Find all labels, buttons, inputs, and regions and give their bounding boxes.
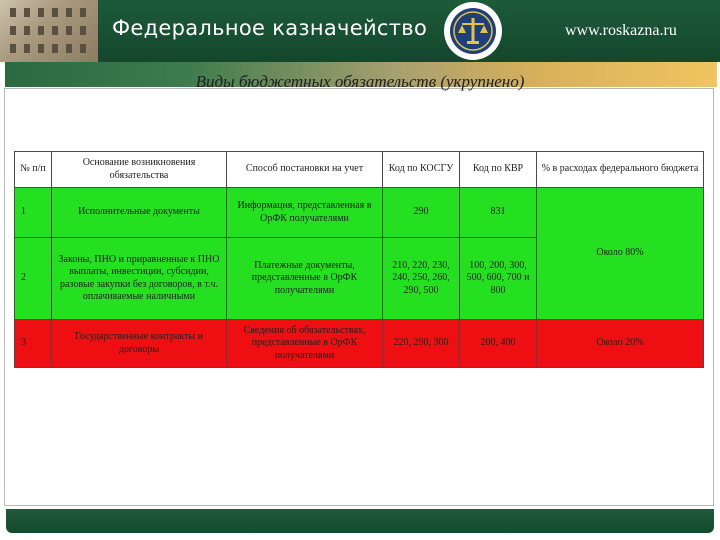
registration-method: Сведения об обязательствах, представленные в ОрФК получателями xyxy=(227,320,383,368)
registration-method: Информация, представленная в ОрФК получателями xyxy=(227,188,383,238)
column-header: № п/п xyxy=(15,152,52,188)
column-header: Код по КОСГУ xyxy=(383,152,460,188)
table-header-row xyxy=(15,152,704,188)
table-row xyxy=(15,320,704,368)
obligation-basis: Исполнительные документы xyxy=(52,188,227,238)
obligation-basis: Государственные контракты и договоры xyxy=(52,320,227,368)
slide-subtitle: Виды бюджетных обязательств (укрупнено) xyxy=(195,72,525,91)
kvr-code: 831 xyxy=(460,188,537,238)
header-bar xyxy=(0,0,720,62)
column-header: Способ постановки на учет xyxy=(227,152,383,188)
kvr-code: 200, 400 xyxy=(460,320,537,368)
column-header: % в расходах федерального бюджета xyxy=(537,152,704,188)
obligation-basis: Законы, ПНО и приравненные к ПНО выплаты, инвестиции, субсидии, разовые закупки без договоров, в т.ч. оплачиваемые наличными xyxy=(52,238,227,320)
header-title: Федеральное казначейство xyxy=(112,16,428,40)
kvr-code: 100, 200, 300, 500, 600, 700 и 800 xyxy=(460,238,537,320)
footer-bar xyxy=(6,509,714,533)
column-header: Код по КВР xyxy=(460,152,537,188)
budget-share: Около 80% xyxy=(537,188,704,320)
building-photo xyxy=(0,0,98,62)
website-link[interactable]: www.roskazna.ru xyxy=(565,22,677,39)
table-row xyxy=(15,188,704,238)
row-number: 2 xyxy=(15,238,52,320)
budget-share: Около 20% xyxy=(537,320,704,368)
kosgu-code: 210, 220, 230, 240, 250, 260, 290, 500 xyxy=(383,238,460,320)
row-number: 1 xyxy=(15,188,52,238)
registration-method: Платежные документы, представленные в ОрФК получателями xyxy=(227,238,383,320)
column-header: Основание возникновения обязательства xyxy=(52,152,227,188)
kosgu-code: 220, 290, 300 xyxy=(383,320,460,368)
kosgu-code: 290 xyxy=(383,188,460,238)
obligations-table xyxy=(14,151,704,368)
treasury-emblem-icon xyxy=(444,2,502,60)
row-number: 3 xyxy=(15,320,52,368)
